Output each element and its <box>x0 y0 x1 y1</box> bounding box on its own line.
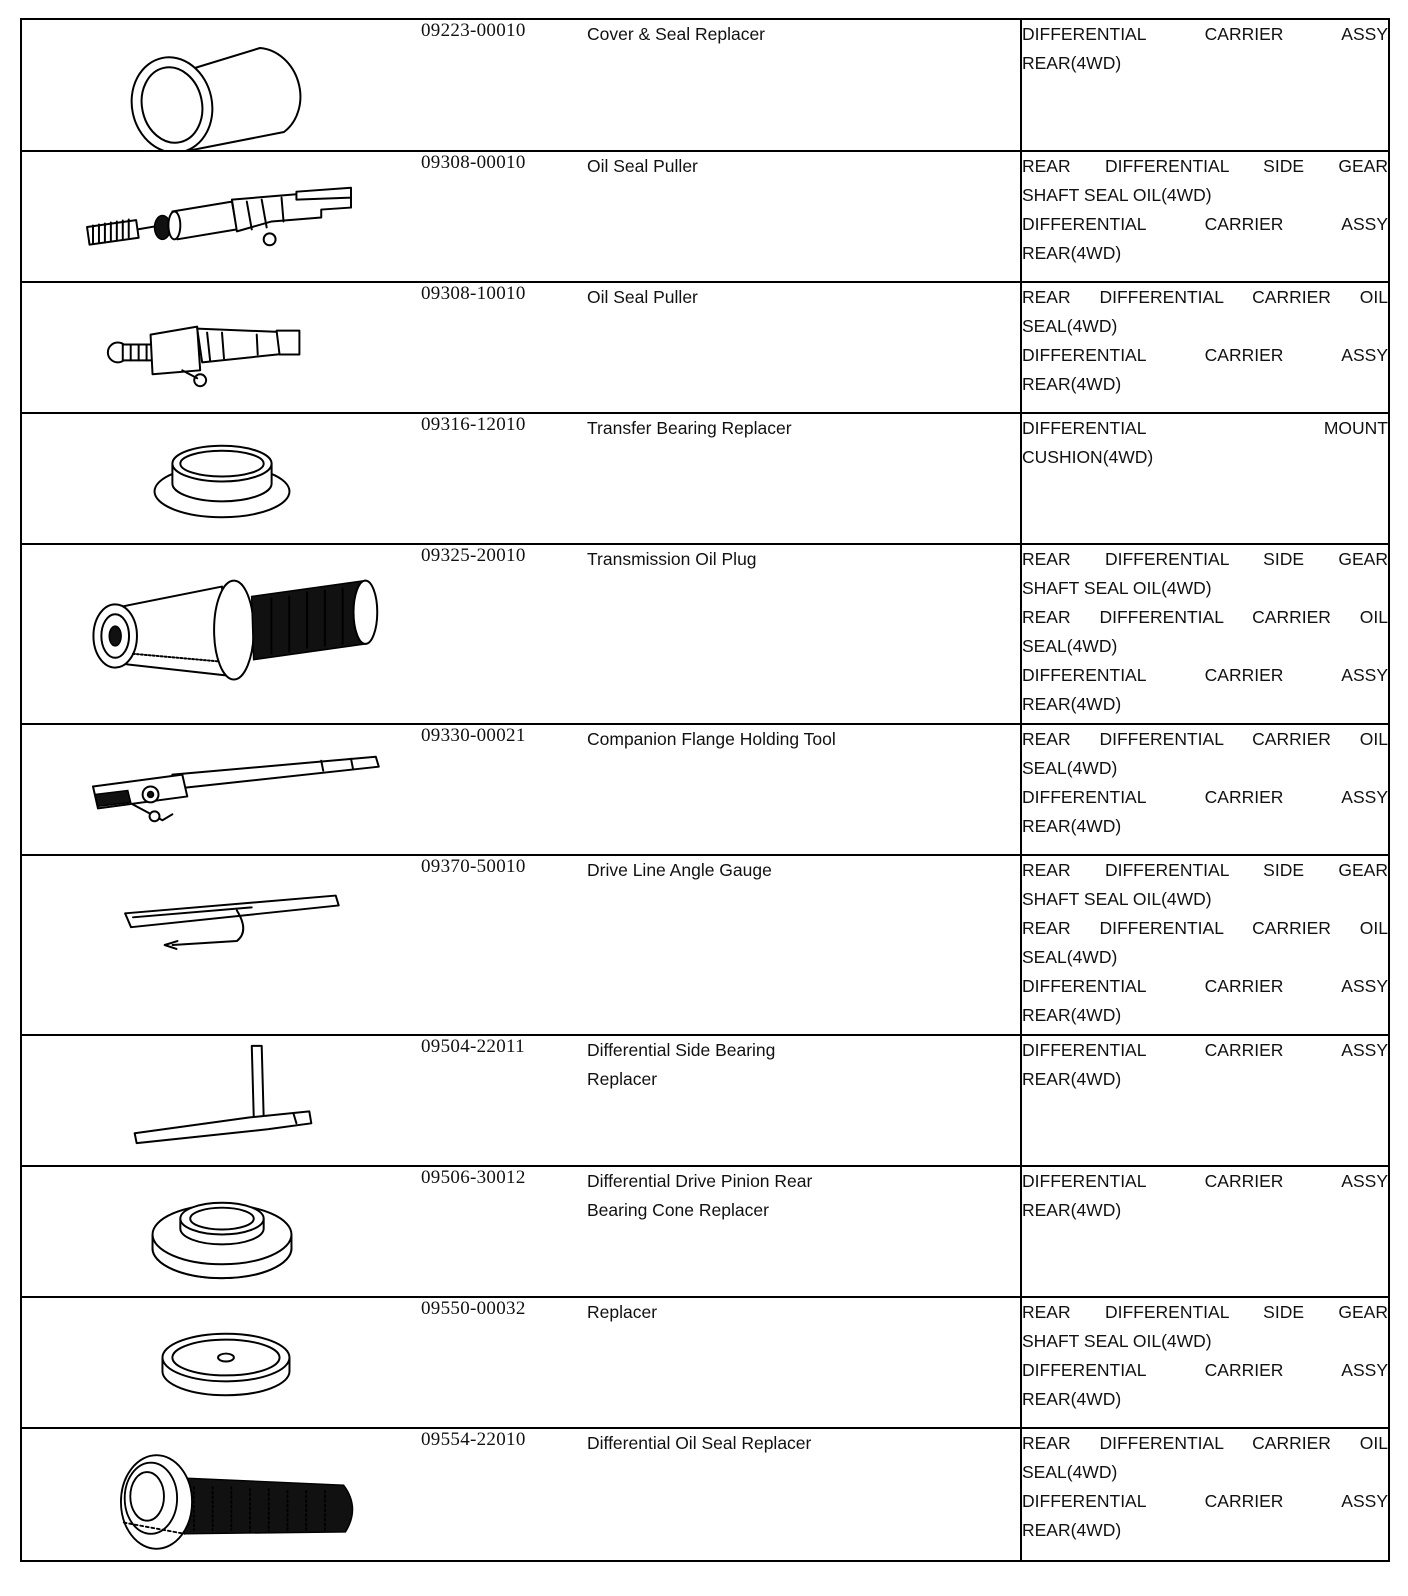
tool-usage <box>1021 282 1389 413</box>
tool-name <box>587 151 1021 282</box>
tool-part-number: 09554-22010 <box>421 1428 587 1561</box>
tool-usage <box>1021 1297 1389 1428</box>
tool-row <box>21 19 1389 151</box>
tool-part-number: 09316-12010 <box>421 413 587 544</box>
tool-illustration <box>21 282 421 413</box>
usage-line: DIFFERENTIAL CARRIER ASSY <box>1022 214 1388 234</box>
tool-name-line: Transmission Oil Plug <box>587 549 757 569</box>
puller-jaw-icon <box>22 283 422 412</box>
usage-line: REAR(4WD) <box>1022 694 1122 714</box>
tool-name-line: Bearing Cone Replacer <box>587 1200 769 1220</box>
tool-row <box>21 855 1389 1035</box>
usage-line: REAR DIFFERENTIAL CARRIER OIL <box>1022 1433 1388 1453</box>
tool-part-number: 09308-00010 <box>421 151 587 282</box>
tool-illustration <box>21 1297 421 1428</box>
usage-line: SEAL(4WD) <box>1022 758 1118 778</box>
usage-line: REAR DIFFERENTIAL SIDE GEAR <box>1022 549 1388 569</box>
tool-part-number: 09308-10010 <box>421 282 587 413</box>
usage-line: SHAFT SEAL OIL(4WD) <box>1022 185 1212 205</box>
tool-row <box>21 151 1389 282</box>
tool-illustration <box>21 855 421 1035</box>
disc-replacer-icon <box>22 1298 422 1427</box>
usage-line: DIFFERENTIAL CARRIER ASSY <box>1022 665 1388 685</box>
usage-line: DIFFERENTIAL CARRIER ASSY <box>1022 1040 1388 1060</box>
tool-name <box>587 1035 1021 1166</box>
usage-line: DIFFERENTIAL CARRIER ASSY <box>1022 24 1388 44</box>
tool-illustration <box>21 544 421 724</box>
stepped-ring-icon <box>22 1167 422 1296</box>
flange-holding-tool-icon <box>22 725 422 854</box>
tool-row <box>21 1428 1389 1561</box>
tool-part-number: 09550-00032 <box>421 1297 587 1428</box>
tool-part-number: 09325-20010 <box>421 544 587 724</box>
oil-plug-icon <box>22 545 422 723</box>
usage-line: DIFFERENTIAL CARRIER ASSY <box>1022 1360 1388 1380</box>
tool-name-line: Differential Oil Seal Replacer <box>587 1433 812 1453</box>
tool-row <box>21 282 1389 413</box>
tool-part-number: 09504-22011 <box>421 1035 587 1166</box>
tool-name <box>587 19 1021 151</box>
tool-name <box>587 544 1021 724</box>
usage-line: SEAL(4WD) <box>1022 636 1118 656</box>
tool-illustration <box>21 151 421 282</box>
usage-line: REAR DIFFERENTIAL CARRIER OIL <box>1022 607 1388 627</box>
cylinder-sleeve-icon <box>22 20 422 150</box>
tool-illustration <box>21 1428 421 1561</box>
usage-line: REAR(4WD) <box>1022 1389 1122 1409</box>
tool-name <box>587 1297 1021 1428</box>
special-tools-table <box>20 18 1390 1562</box>
usage-line: REAR DIFFERENTIAL CARRIER OIL <box>1022 729 1388 749</box>
usage-line: REAR DIFFERENTIAL SIDE GEAR <box>1022 860 1388 880</box>
t-bar-replacer-icon <box>22 1036 422 1165</box>
usage-line: REAR(4WD) <box>1022 816 1122 836</box>
tool-name <box>587 724 1021 855</box>
angle-gauge-icon <box>22 856 422 1034</box>
usage-line: REAR DIFFERENTIAL CARRIER OIL <box>1022 287 1388 307</box>
usage-line: REAR(4WD) <box>1022 1005 1122 1025</box>
tool-illustration <box>21 19 421 151</box>
usage-line: SEAL(4WD) <box>1022 316 1118 336</box>
seal-replacer-icon <box>22 1429 422 1560</box>
usage-line: DIFFERENTIAL MOUNT <box>1022 418 1388 438</box>
tool-name-line: Oil Seal Puller <box>587 287 698 307</box>
usage-line: REAR(4WD) <box>1022 1069 1122 1089</box>
tool-row <box>21 1297 1389 1428</box>
tool-part-number: 09370-50010 <box>421 855 587 1035</box>
tool-row <box>21 544 1389 724</box>
tool-usage <box>1021 544 1389 724</box>
tool-row <box>21 724 1389 855</box>
tool-name <box>587 1428 1021 1561</box>
usage-line: SEAL(4WD) <box>1022 947 1118 967</box>
tool-name-line: Differential Side Bearing <box>587 1040 776 1060</box>
tool-illustration <box>21 413 421 544</box>
tool-part-number: 09506-30012 <box>421 1166 587 1297</box>
tool-row <box>21 413 1389 544</box>
tool-name-line: Replacer <box>587 1302 658 1322</box>
usage-line: SHAFT SEAL OIL(4WD) <box>1022 889 1212 909</box>
tool-usage <box>1021 724 1389 855</box>
usage-line: SEAL(4WD) <box>1022 1462 1118 1482</box>
tool-name-line: Cover & Seal Replacer <box>587 24 765 44</box>
tool-row <box>21 1035 1389 1166</box>
usage-line: DIFFERENTIAL CARRIER ASSY <box>1022 1491 1388 1511</box>
tool-name-line: Replacer <box>587 1069 658 1089</box>
usage-line: SHAFT SEAL OIL(4WD) <box>1022 1331 1212 1351</box>
tool-name-line: Differential Drive Pinion Rear <box>587 1171 813 1191</box>
tool-name <box>587 413 1021 544</box>
usage-line: REAR DIFFERENTIAL SIDE GEAR <box>1022 1302 1388 1322</box>
usage-line: REAR(4WD) <box>1022 1200 1122 1220</box>
tool-usage <box>1021 1166 1389 1297</box>
flanged-ring-icon <box>22 414 422 543</box>
tool-part-number: 09330-00021 <box>421 724 587 855</box>
usage-line: REAR DIFFERENTIAL CARRIER OIL <box>1022 918 1388 938</box>
tool-usage <box>1021 19 1389 151</box>
usage-line: DIFFERENTIAL CARRIER ASSY <box>1022 1171 1388 1191</box>
usage-line: SHAFT SEAL OIL(4WD) <box>1022 578 1212 598</box>
tool-part-number: 09223-00010 <box>421 19 587 151</box>
usage-line: REAR(4WD) <box>1022 243 1122 263</box>
tool-name-line: Oil Seal Puller <box>587 156 698 176</box>
tool-name-line: Transfer Bearing Replacer <box>587 418 792 438</box>
usage-line: CUSHION(4WD) <box>1022 447 1154 467</box>
usage-line: REAR(4WD) <box>1022 1520 1122 1540</box>
tool-usage <box>1021 413 1389 544</box>
tool-name-line: Drive Line Angle Gauge <box>587 860 772 880</box>
tool-illustration <box>21 1166 421 1297</box>
usage-line: REAR DIFFERENTIAL SIDE GEAR <box>1022 156 1388 176</box>
tool-name <box>587 282 1021 413</box>
tool-illustration <box>21 1035 421 1166</box>
tool-usage <box>1021 855 1389 1035</box>
usage-line: DIFFERENTIAL CARRIER ASSY <box>1022 787 1388 807</box>
tool-name <box>587 1166 1021 1297</box>
special-tools-sheet <box>20 18 1388 1562</box>
usage-line: DIFFERENTIAL CARRIER ASSY <box>1022 976 1388 996</box>
tool-row <box>21 1166 1389 1297</box>
tool-usage <box>1021 1428 1389 1561</box>
tool-usage <box>1021 1035 1389 1166</box>
tool-usage <box>1021 151 1389 282</box>
usage-line: DIFFERENTIAL CARRIER ASSY <box>1022 345 1388 365</box>
usage-line: REAR(4WD) <box>1022 53 1122 73</box>
usage-line: REAR(4WD) <box>1022 374 1122 394</box>
tool-name-line: Companion Flange Holding Tool <box>587 729 836 749</box>
tool-name <box>587 855 1021 1035</box>
tool-illustration <box>21 724 421 855</box>
slide-hammer-puller-icon <box>22 152 422 281</box>
